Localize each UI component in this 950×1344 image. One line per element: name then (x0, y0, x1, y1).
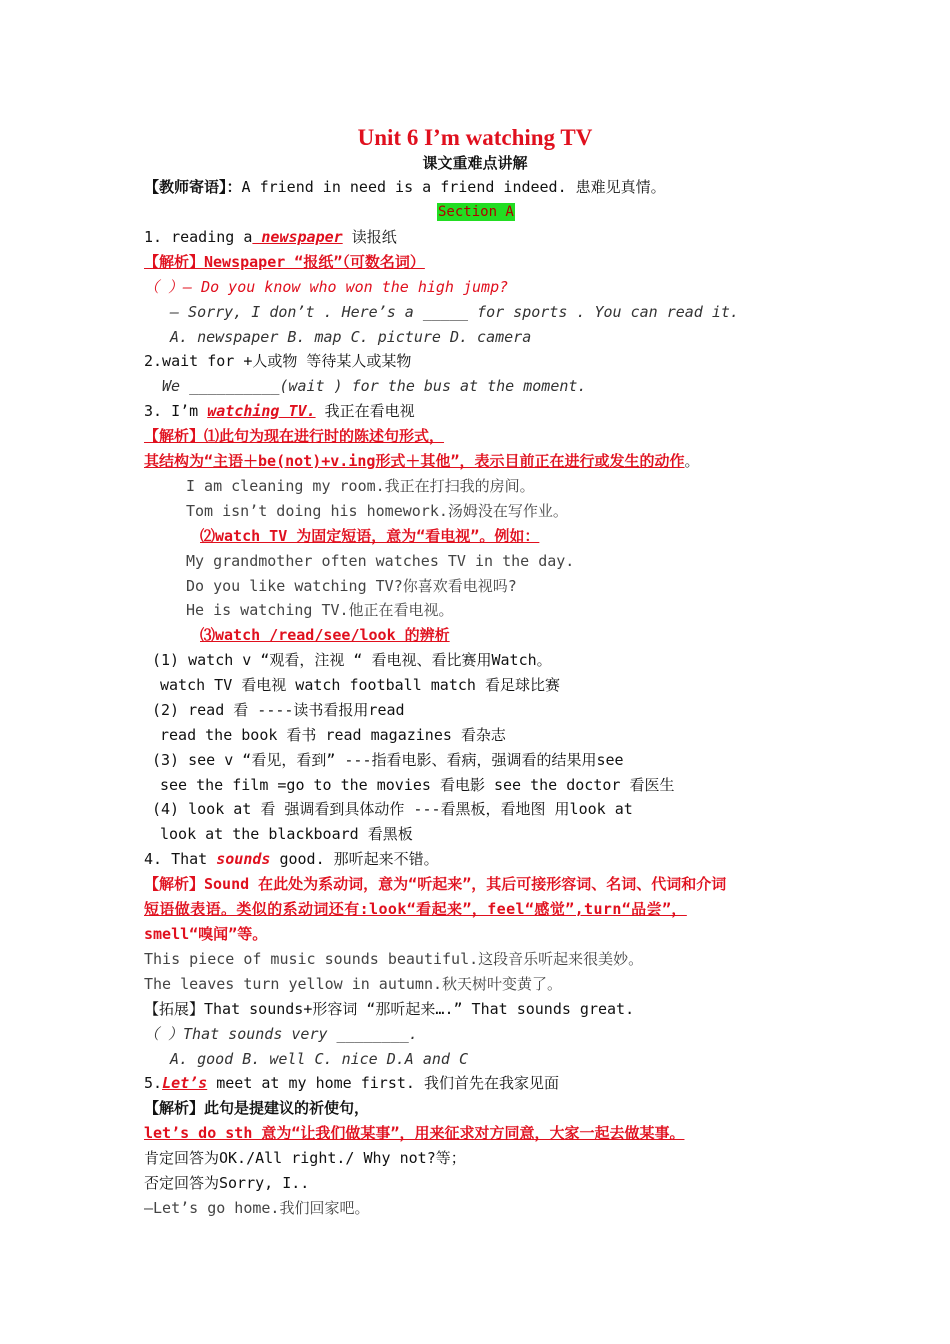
item-3-tail: 我正在看电视 (315, 402, 415, 420)
teacher-message-label: 【教师寄语】： (144, 178, 242, 196)
read-example: read the book 看书 read magazines 看杂志 (160, 726, 506, 744)
example-5: He is watching TV.他正在看电视。 (186, 601, 454, 619)
negative-answer: 否定回答为Sorry, I.. (144, 1174, 310, 1192)
item-1-options: A. newspaper B. map C. picture D. camera (170, 328, 532, 346)
page-subtitle: 课文重难点讲解 (422, 154, 528, 172)
item-1-question: （ ）— Do you know who won the high jump? (144, 278, 509, 296)
page-title: Unit 6 I’m watching TV (357, 125, 593, 150)
item-3-key: watching TV. (207, 402, 316, 420)
watch-usage: (1) watch v “观看，注视 “ 看电视、看比赛用Watch。 (152, 651, 552, 669)
item-3-analysis-2-end: 。 (684, 452, 700, 470)
example-6: This piece of music sounds beautiful.这段音乐听起来很美妙。 (144, 950, 644, 968)
example-4: Do you like watching TV?你喜欢看电视吗? (186, 577, 517, 595)
item-3-lead: 3. I’m (144, 402, 208, 420)
item-5 (144, 1073, 559, 1093)
item-1-lead: 1. reading a (144, 228, 253, 246)
item-4-question: （ ）That sounds very ________. (144, 1025, 418, 1043)
item-4-analysis-2: 短语做表语。类似的系动词还有:look“看起来”，feel“感觉”,turn“品尝”， (144, 900, 687, 918)
see-example: see the film =go to the movies 看电影 see the doctor 看医生 (160, 776, 675, 794)
item-4-options: A. good B. well C. nice D.A and C (170, 1050, 469, 1068)
item-5-lead: 5. (144, 1074, 163, 1092)
item-3-analysis-1: 【解析】⑴此句为现在进行时的陈述句形式， (144, 427, 445, 445)
item-2: 2.wait for +人或物 等待某人或某物 (144, 352, 412, 370)
extension: 【拓展】That sounds+形容词 “那听起来….” That sounds great. (144, 1000, 635, 1018)
item-3-note-2: ⑵watch TV 为固定短语，意为“看电视”。例如： (200, 527, 540, 545)
item-3-analysis-2 (144, 451, 699, 471)
example-2: Tom isn’t doing his homework.汤姆没在写作业。 (186, 502, 568, 520)
item-3-note-3: ⑶watch /read/see/look 的辨析 (200, 626, 450, 644)
watch-example: watch TV 看电视 watch football match 看足球比赛 (160, 676, 560, 694)
example-1: I am cleaning my room.我正在打扫我的房间。 (186, 477, 535, 495)
item-4-lead: 4. That (144, 850, 217, 868)
item-4-analysis-3: smell“嗅闻”等。 (144, 925, 268, 943)
item-2-exercise: We __________(wait ) for the bus at the moment. (162, 377, 587, 395)
item-1-key: newspaper (252, 228, 343, 246)
teacher-message-text: A friend in need is a friend indeed. 患难见真情。 (241, 178, 666, 196)
item-1-analysis: 【解析】Newspaper “报纸”（可数名词） (144, 253, 425, 271)
item-1 (144, 227, 397, 247)
item-5-analysis-1: 【解析】此句是提建议的祈使句， (144, 1099, 370, 1117)
read-usage: (2) read 看 ----读书看报用read (152, 701, 405, 719)
item-5-key: Let’s (162, 1074, 208, 1092)
item-5-analysis-2: let’s do sth 意为“让我们做某事”，用来征求对方同意，大家一起去做某事。 (144, 1124, 685, 1142)
look-example: look at the blackboard 看黑板 (160, 825, 413, 843)
affirmative-answer: 肯定回答为OK./All right./ Why not?等； (144, 1149, 466, 1167)
item-4-tail: good. 那听起来不错。 (270, 850, 439, 868)
item-3 (144, 401, 415, 421)
section-heading: Section A (438, 204, 514, 220)
item-3-analysis-2-text: 其结构为“主语＋be(not)+v.ing形式＋其他”，表示目前正在进行或发生的动作 (144, 452, 685, 470)
example-3: My grandmother often watches TV in the day. (186, 552, 575, 570)
example-8: —Let’s go home.我们回家吧。 (144, 1199, 370, 1217)
item-4-analysis-1: 【解析】Sound 在此处为系动词，意为“听起来”，其后可接形容词、名词、代词和介词 (144, 875, 727, 893)
look-usage: (4) look at 看 强调看到具体动作 ---看黑板，看地图 用look at (152, 800, 633, 818)
item-4-key: sounds (216, 850, 271, 868)
item-4 (144, 849, 439, 869)
see-usage: (3) see v “看见，看到” ---指看电影、看病，强调看的结果用see (152, 751, 624, 769)
teacher-message (144, 177, 666, 197)
item-5-tail: meet at my home first. 我们首先在我家见面 (207, 1074, 559, 1092)
example-7: The leaves turn yellow in autumn.秋天树叶变黄了。 (144, 975, 563, 993)
item-1-tail: 读报纸 (342, 228, 397, 246)
item-1-answer: — Sorry, I don’t . Here’s a _____ for sports . You can read it. (170, 303, 739, 321)
